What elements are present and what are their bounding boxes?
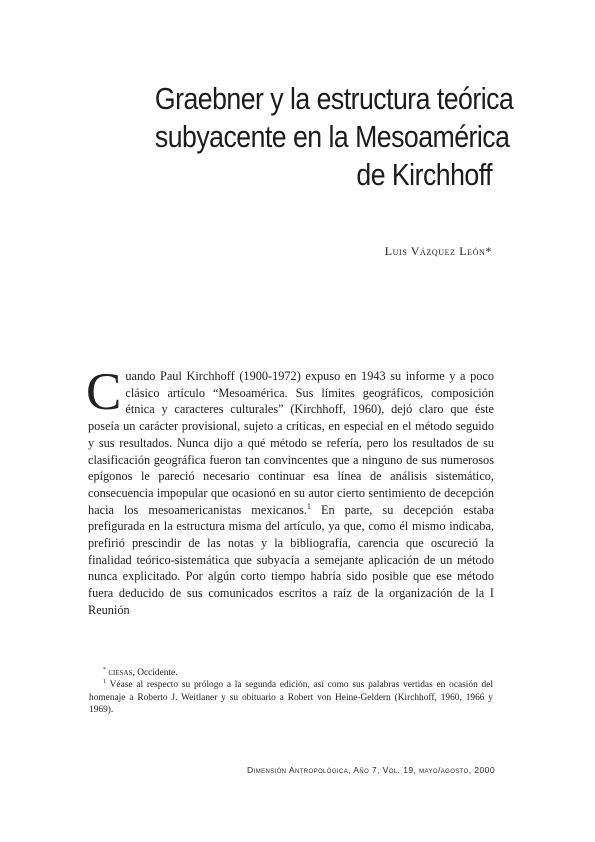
footnote-mark: *	[103, 666, 107, 673]
title-line: de Kirchhoff	[356, 157, 492, 192]
footnote-reference[interactable]: 1	[306, 501, 311, 511]
drop-cap: C	[86, 363, 122, 421]
body-paragraph-part: uando Paul Kirchhoff (1900-1972) expuso en 1943 su informe y a poco clásico artículo “Mesoamérica. Sus límites geográficos, composición étnica y caracteres culturales” (Kirchhoff, 1960), dejó claro que éste poseía un carácter provisional, sujeto a críticas, en especial en el método seguido y sus resultados. Nunca dijo a qué método se refería, pero los resultados de su clasificación geográfica fueron tan convincentes que a ninguno de sus numerosos epígonos le pareció necesario continuar esa línea de análisis sistemático, consecuencia impopular que ocasionó en su autor cierto sentimiento de decepción hacia los mesoamericanistas mexicanos.	[88, 369, 494, 517]
author-name: Luis Vázquez León	[384, 244, 486, 258]
title-line: subyacente en la Mesoamérica	[154, 119, 510, 154]
body-text	[86, 363, 494, 619]
footnote-item	[89, 679, 493, 716]
body-paragraph-part: En parte, su decepción estaba prefigurada en la estructura misma del artículo, ya que, como él mismo indicaba, prefirió prescindir de las notas y la bibliografía, carencia que oscureció la finalidad teórico-sistemática que subyacía a semejante aplicación de un método nunca explicitado. Por algún corto tiempo habría sido posible que ese método fuera deducido de sus comunicados escritos a raíz de la organización de la I Reunión	[88, 502, 494, 617]
running-footer: Dimensión Antropológica, Año 7, Vol. 19, mayo/agosto, 2000	[247, 765, 495, 775]
footnote-abbr: ciesas	[108, 668, 133, 678]
footnote-text: , Occidente.	[132, 668, 178, 678]
author-footnote-mark: *	[485, 244, 492, 258]
footnotes	[89, 667, 493, 717]
author-byline	[385, 244, 492, 259]
footnote-text: Véase al respecto su prólogo a la segunda edición, así como sus palabras vertidas en ocasión del homenaje a Roberto J. Weitlaner y su obituario a Robert von Heine-Geldern (Kirchhoff, 1960, 1966 y 1969).	[89, 680, 493, 716]
title-line: Graebner y la estructura teórica	[154, 81, 514, 116]
footnote-mark: 1	[103, 679, 107, 686]
footnote-item	[89, 667, 493, 679]
article-title	[154, 80, 514, 194]
